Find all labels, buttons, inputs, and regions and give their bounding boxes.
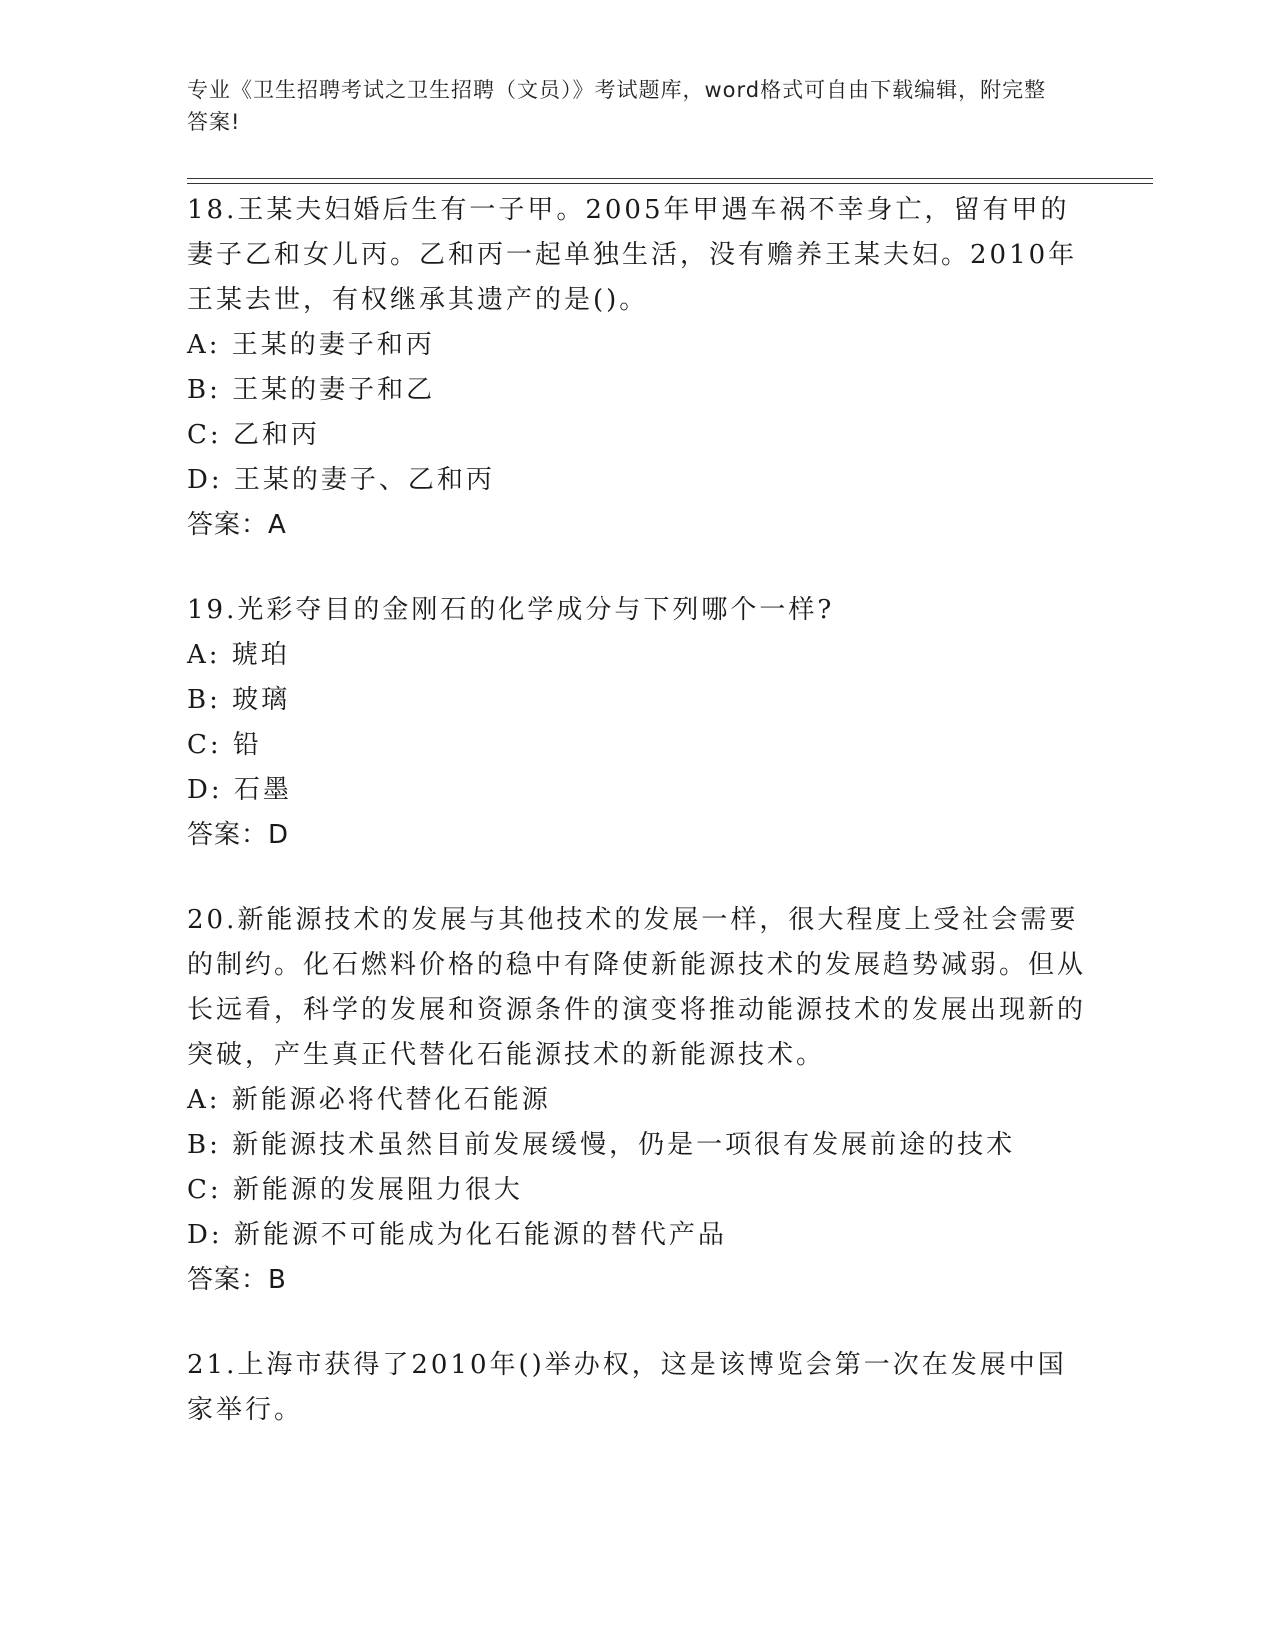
option-b: B: 王某的妻子和乙 (187, 375, 436, 405)
option-b: B: 新能源技术虽然目前发展缓慢，仍是一项很有发展前途的技术 (187, 1130, 1016, 1160)
question-text: 20.新能源技术的发展与其他技术的发展一样，很大程度上受社会需要的制约。化石燃料价格的稳中有降使新能源技术的发展趋势减弱。但从长远看，科学的发展和资源条件的演变将推动能源技术的发展出现新的突破，产生真正代替化石能源技术的新能源技术。 (187, 905, 1087, 1070)
question-text: 18.王某夫妇婚后生有一子甲。2005年甲遇车祸不幸身亡，留有甲的妻子乙和女儿丙。乙和丙一起单独生活，没有赡养王某夫妇。2010年王某去世，有权继承其遗产的是()。 (187, 195, 1078, 315)
header-divider-bottom (187, 183, 1153, 184)
question-18 (187, 188, 1087, 548)
document-header: 专业《卫生招聘考试之卫生招聘（文员）》考试题库，word格式可自由下载编辑，附完整答案! (187, 78, 1047, 134)
option-a: A: 新能源必将代替化石能源 (187, 1085, 551, 1115)
answer-text: 答案：A (187, 510, 287, 540)
question-21 (187, 1343, 1087, 1433)
option-d: D: 石墨 (187, 775, 292, 805)
option-d: D: 王某的妻子、乙和丙 (187, 465, 495, 495)
question-text: 19.光彩夺目的金刚石的化学成分与下列哪个一样? (187, 595, 835, 625)
question-text: 21.上海市获得了2010年()举办权，这是该博览会第一次在发展中国家举行。 (187, 1350, 1067, 1425)
question-list (187, 188, 1087, 1473)
question-19 (187, 588, 1087, 858)
option-c: C: 乙和丙 (187, 420, 320, 450)
question-20 (187, 898, 1087, 1303)
option-b: B: 玻璃 (187, 685, 291, 715)
option-d: D: 新能源不可能成为化石能源的替代产品 (187, 1220, 727, 1250)
answer-text: 答案：B (187, 1265, 287, 1295)
header-divider-top (187, 178, 1153, 179)
option-c: C: 铅 (187, 730, 262, 760)
option-c: C: 新能源的发展阻力很大 (187, 1175, 523, 1205)
answer-text: 答案：D (187, 820, 290, 850)
option-a: A: 王某的妻子和丙 (187, 330, 435, 360)
option-a: A: 琥珀 (187, 640, 290, 670)
